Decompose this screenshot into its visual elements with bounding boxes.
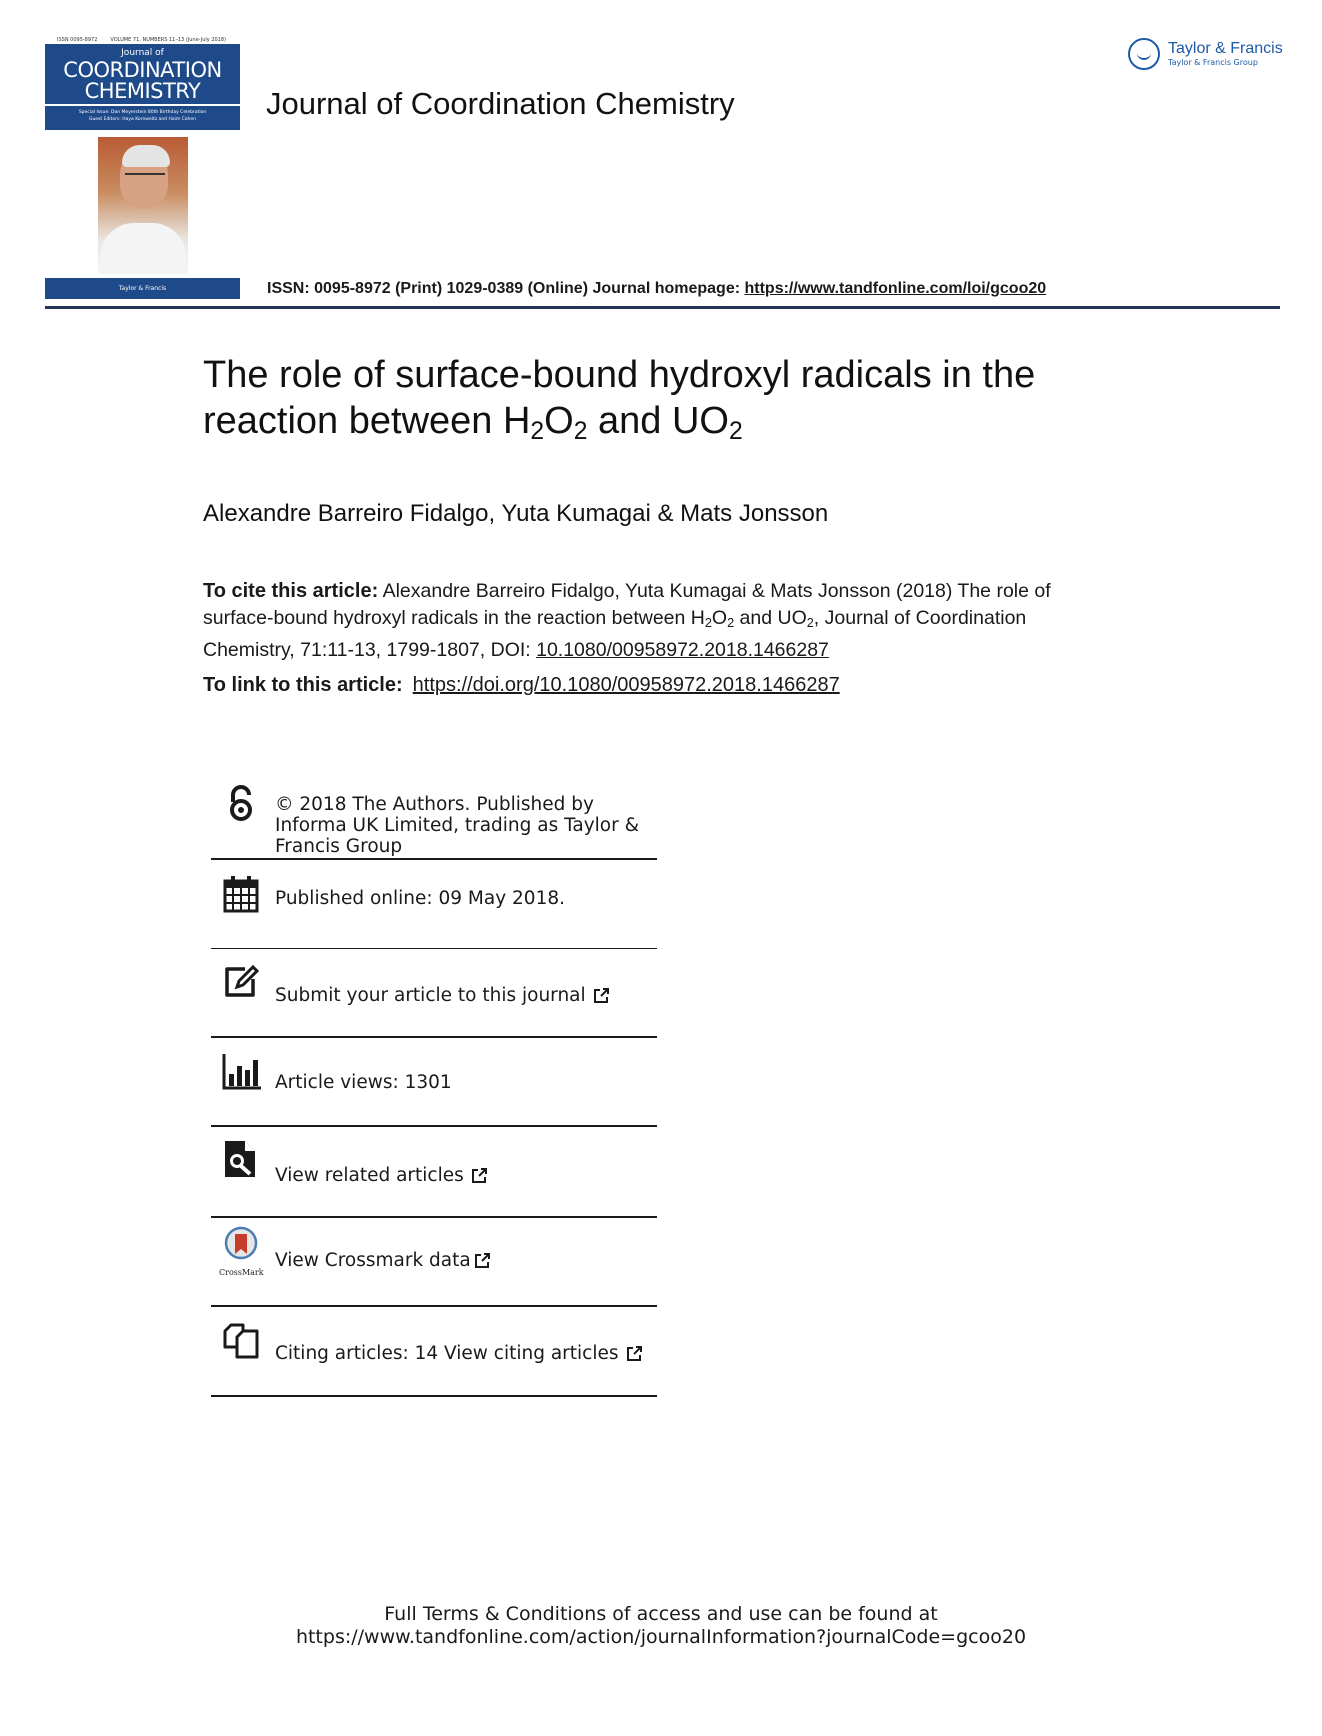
journal-title: Journal of Coordination Chemistry [266,86,735,121]
external-link-icon [592,987,610,1005]
copy-documents-icon [221,1319,261,1359]
cover-chemistry: CHEMISTRY [84,79,201,103]
issn-line [267,280,1046,298]
cover-portrait-photo [98,137,188,274]
document-search-icon [221,1139,261,1179]
cover-guest-editors: Guest Editors: Haya Kornweitz and Haim Cohen [88,116,197,122]
license-text: © 2018 The Authors. Published by Informa UK Limited, trading as Taylor & Francis Group [275,794,640,857]
article-doi-url-link[interactable]: https://doi.org/10.1080/00958972.2018.1466287 [412,674,840,696]
header-rule [45,306,1280,309]
published-row [211,860,657,949]
journal-homepage-link[interactable]: https://www.tandfonline.com/loi/gcoo20 [744,280,1047,297]
terms-line: Full Terms & Conditions of access and use can be found at [384,1603,938,1625]
cover-journal-of: Journal of [121,48,164,58]
view-crossmark-link[interactable]: View Crossmark data [275,1250,471,1271]
brand-name: Taylor & Francis [1168,40,1283,57]
open-access-icon [221,784,261,824]
article-title: The role of surface-bound hydroxyl radicals in the reaction between $H_2O_2$ and $UO_2$ [203,354,1036,446]
taylor-francis-emblem-icon [1128,38,1160,70]
crossmark-logo-text: CrossMark [219,1268,264,1277]
external-link-icon [625,1345,643,1363]
article-link-line [203,674,840,697]
external-link-icon [470,1167,488,1185]
citation: To cite this article: Alexandre Barreiro Fidalgo, Yuta Kumagai & Mats Jonsson (2018) The role of surface-bound hydroxyl radicals in the reaction between $H_2O_2$ and $UO_2$, Journal of Coordination Chemistry, 71:11-13, 1799-1807, DOI: 10.1080/00958972.2018.1466287 [203,580,1051,662]
article-views: Article views: 1301 [275,1072,452,1093]
view-related-articles-link[interactable]: View related articles [275,1165,464,1186]
cover-special-issue [45,106,240,130]
terms-url[interactable]: https://www.tandfonline.com/action/journalInformation?journalCode=gcoo20 [295,1626,1027,1648]
views-row [211,1038,657,1127]
cover-special-issue-text: Special Issue: Dan Meyerstein 80th Birthday Celebration [78,110,207,115]
article-authors: Alexandre Barreiro Fidalgo, Yuta Kumagai & Mats Jonsson [203,500,829,527]
crossmark-row[interactable] [211,1218,657,1307]
calendar-icon [221,874,261,914]
cover-volume: VOLUME 71, NUMBERS 11–13 (June-July 2018) [110,36,226,43]
published-date: Published online: 09 May 2018. [275,888,566,909]
cover-top-line [45,35,240,44]
cover-publisher-band [45,278,240,299]
terms-footer [0,1603,1322,1649]
article-link-label: To link to this article: [203,674,403,696]
cover-coordination: COORDINATION [63,58,222,82]
bar-chart-icon [221,1052,261,1092]
journal-cover [45,35,240,299]
crossmark-icon [221,1226,261,1266]
doi-link[interactable]: 10.1080/00958972.2018.1466287 [536,639,829,662]
citing-articles-link[interactable]: Citing articles: 14 View citing articles [275,1343,619,1364]
issn-text: ISSN: 0095-8972 (Print) 1029-0389 (Online) Journal homepage: [267,280,745,297]
cover-title-band [45,44,240,104]
citation-label: To cite this article: [203,580,379,602]
citing-row[interactable] [211,1307,657,1397]
submit-row[interactable] [211,949,657,1038]
license-row [211,780,657,860]
cover-publisher: Taylor & Francis [118,285,167,292]
taylor-francis-logo[interactable] [1128,38,1283,70]
edit-icon [221,961,261,1001]
cover-issn: ISSN 0095-8972 [57,36,98,43]
submit-article-link[interactable]: Submit your article to this journal [275,985,586,1006]
external-link-icon [473,1252,491,1270]
related-row[interactable] [211,1127,657,1218]
brand-sub: Taylor & Francis Group [1168,58,1258,67]
